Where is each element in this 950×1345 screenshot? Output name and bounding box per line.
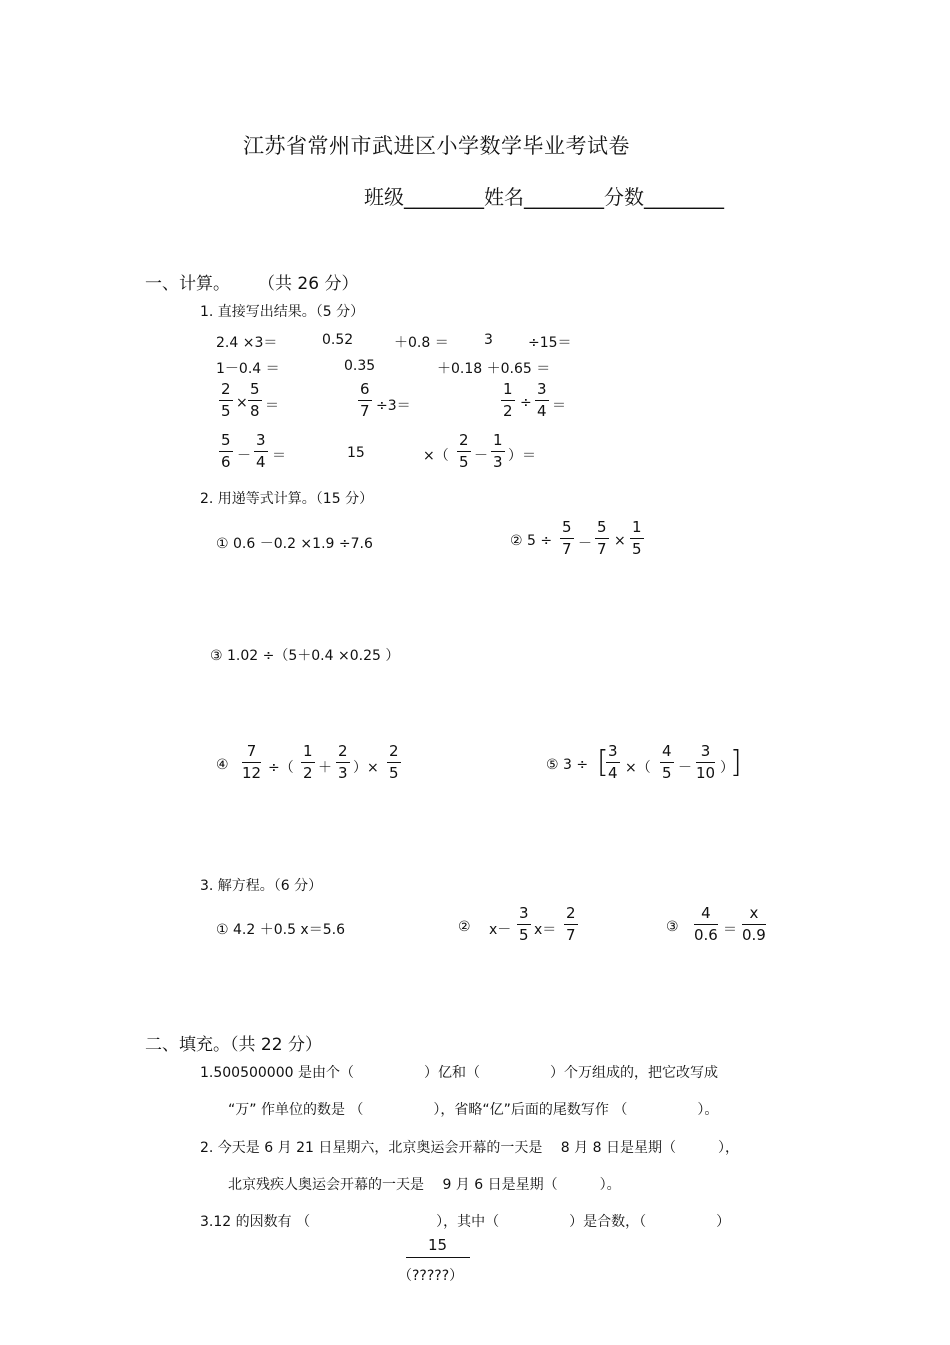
operator: －	[474, 448, 488, 464]
q3-e1: ① 4.2 ＋0.5 x＝5.6	[216, 922, 345, 938]
operator: ÷（	[268, 760, 294, 776]
fraction: 5 8	[250, 380, 260, 420]
q3-e3-lead: ③	[666, 919, 679, 935]
q2-p3: ③ 1.02 ÷（5＋0.4 ×0.25 ）	[210, 648, 400, 664]
fraction: 1 2	[503, 380, 513, 420]
s2-line4: 北京残疾人奥运会开幕的一天是 9 月 6 日是星期（ ）。	[228, 1177, 621, 1193]
fraction: 3 4	[256, 431, 266, 471]
fraction: 3 10	[696, 742, 716, 782]
q2-p4-lead: ④	[216, 757, 229, 773]
q2-p2-lead: ② 5 ÷	[510, 533, 553, 549]
q3-e2-x2: x＝	[534, 922, 557, 938]
fraction: 2 3	[338, 742, 348, 782]
operator: ×（	[625, 760, 651, 776]
q1-r1-a: 2.4 ×3＝	[216, 335, 278, 351]
fraction: 1 5	[632, 518, 642, 558]
operator: －	[578, 536, 592, 552]
fraction: 4 5	[662, 742, 672, 782]
page-title: 江苏省常州市武进区小学数学毕业考试卷	[243, 134, 630, 158]
fraction: 3 4	[537, 380, 547, 420]
q3-title: 3. 解方程。（6 分）	[200, 878, 323, 894]
q1-r2-b1: 0.35	[344, 358, 376, 374]
left-bracket: [	[597, 745, 609, 780]
q1-r4-b-num: 15	[347, 445, 365, 461]
fraction: 6 7	[360, 380, 370, 420]
fraction: 2 5	[221, 380, 231, 420]
section2-title: 二、填充。（共 22 分）	[145, 1035, 322, 1055]
equals: ＝	[272, 448, 286, 464]
operator: ×	[236, 395, 248, 411]
q1-r1-c1: 3	[484, 332, 493, 348]
q3-e2-lead: ②	[458, 919, 471, 935]
s2-line3: 2. 今天是 6 月 21 日星期六，北京奥运会开幕的一天是 8 月 8 日是星期（ ），	[200, 1140, 739, 1156]
equals: ＝	[723, 922, 737, 938]
q1-r4-b-tail: ）＝	[508, 448, 536, 464]
operator: －	[678, 760, 692, 776]
q1-r2-b2: ＋0.18 ＋0.65 ＝	[437, 361, 551, 377]
q2-p5-lead: ⑤ 3 ÷	[546, 757, 589, 773]
fraction: 5 7	[597, 518, 607, 558]
fraction: 2 7	[566, 904, 576, 944]
s2-line2: “万” 作单位的数是 （ ），省略“亿”后面的尾数写作 （ ）。	[228, 1102, 719, 1118]
q1-r1-b2: ＋0.8 ＝	[394, 335, 449, 351]
fraction: 7 12	[242, 742, 262, 782]
fraction: 3 4	[608, 742, 618, 782]
right-bracket: ]	[730, 745, 742, 780]
fraction: x 0.9	[742, 904, 766, 944]
s2-fraction-numerator: 15	[428, 1236, 448, 1254]
fraction: 2 5	[459, 431, 469, 471]
fraction: 2 5	[389, 742, 399, 782]
fraction: 3 5	[519, 904, 529, 944]
operator: ）×	[353, 760, 379, 776]
equals: ＝	[265, 398, 279, 414]
q2-p1: ① 0.6 －0.2 ×1.9 ÷7.6	[216, 536, 373, 552]
operator: ）	[720, 760, 734, 776]
q2-title: 2. 用递等式计算。（15 分）	[200, 491, 374, 507]
fraction: 1 2	[303, 742, 313, 782]
section1-title: 一、计算。	[145, 274, 230, 294]
operator: ×	[614, 533, 626, 549]
fraction-bar	[406, 1257, 470, 1258]
fraction: 4 0.6	[694, 904, 718, 944]
operator: ÷	[520, 395, 532, 411]
s2-line1: 1.500500000 是由个（ ）亿和（ ）个万组成的，把它改写成	[200, 1065, 718, 1081]
q1-title: 1. 直接写出结果。（5 分）	[200, 304, 365, 320]
s2-line5: 3.12 的因数有 （ ），其中（ ）是合数，（ ）	[200, 1214, 731, 1230]
q1-r2-a: 1－0.4 ＝	[216, 361, 280, 377]
fraction: 5 6	[221, 431, 231, 471]
equals: ＝	[552, 398, 566, 414]
fraction: 1 3	[493, 431, 503, 471]
section1-points: （共 26 分）	[258, 274, 359, 294]
operator: ＋	[318, 760, 332, 776]
q3-e2-x1: x－	[489, 922, 512, 938]
fraction: 5 7	[562, 518, 572, 558]
q1-r1-b1: 0.52	[322, 332, 354, 348]
operator: －	[237, 448, 251, 464]
q1-r1-c2: ÷15＝	[528, 335, 572, 351]
q1-r4-b-mul: ×（	[423, 448, 449, 464]
class-name-score-line: 班级________姓名________分数________	[364, 185, 724, 209]
s2-fraction-denominator: （?????）	[398, 1268, 464, 1284]
q1-r3-b-tail: ÷3＝	[376, 398, 411, 414]
